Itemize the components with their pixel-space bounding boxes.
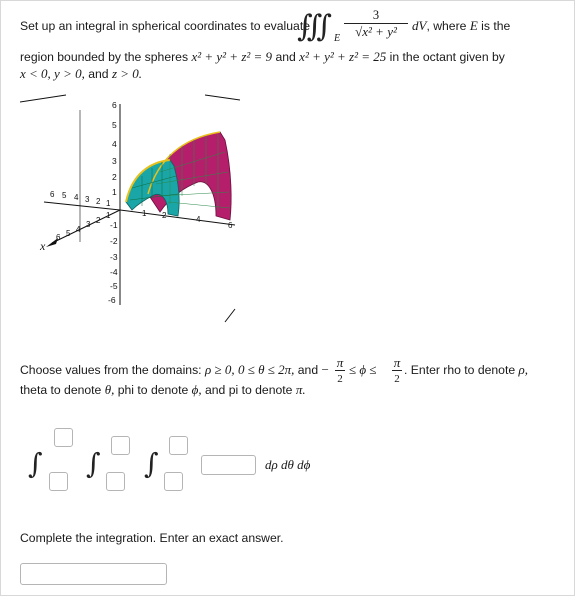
problem-line1-tail: dV, where E is the	[412, 18, 511, 33]
inner-upper-limit-input[interactable]	[169, 436, 188, 455]
outer-upper-limit-input[interactable]	[54, 428, 73, 447]
phi-lower-fraction: π 2	[336, 355, 344, 385]
x-tick-labels-back	[50, 190, 111, 208]
svg-text:6: 6	[56, 233, 61, 242]
x-axis-label: x	[40, 239, 46, 253]
svg-text:1: 1	[106, 199, 111, 208]
svg-text:3: 3	[112, 156, 117, 166]
integrand-input[interactable]	[201, 455, 256, 475]
svg-text:4: 4	[196, 215, 201, 224]
middle-lower-limit-input[interactable]	[106, 472, 125, 491]
integrand-numerator: 3	[372, 8, 380, 22]
middle-integral-sign: ∫	[86, 447, 101, 480]
svg-text:-5: -5	[110, 281, 118, 291]
svg-text:-1: -1	[110, 220, 118, 230]
domains-line2: theta to denote θ, phi to denote ϕ, and pi to denote π.	[20, 382, 306, 397]
svg-text:5: 5	[66, 229, 71, 238]
answer-prompt: Complete the integration. Enter an exact answer.	[20, 531, 284, 545]
svg-text:4: 4	[74, 193, 79, 202]
svg-text:2: 2	[96, 197, 101, 206]
svg-text:4: 4	[112, 139, 117, 149]
inner-integral-sign: ∫	[144, 447, 159, 480]
svg-text:5: 5	[62, 191, 67, 200]
svg-text:6: 6	[228, 221, 233, 230]
svg-text:1: 1	[112, 187, 117, 197]
svg-text:1: 1	[142, 209, 147, 218]
svg-text:6: 6	[112, 100, 117, 110]
svg-text:2: 2	[112, 172, 117, 182]
svg-text:2: 2	[162, 211, 167, 220]
svg-text:-4: -4	[110, 267, 118, 277]
svg-text:-3: -3	[110, 252, 118, 262]
integrand-fraction	[344, 9, 408, 39]
problem-intro: Set up an integral in spherical coordinates to evaluate	[20, 19, 310, 33]
problem-line3: x < 0, y > 0, and z > 0.	[20, 66, 143, 81]
inner-lower-limit-input[interactable]	[164, 472, 183, 491]
domains-line1-a: Choose values from the domains: ρ ≥ 0, 0 ≤ θ ≤ 2π, and −	[20, 362, 329, 377]
phi-middle: ≤ ϕ ≤	[349, 362, 377, 377]
middle-upper-limit-input[interactable]	[111, 436, 130, 455]
region-graph	[20, 92, 245, 327]
region-subscript: E	[334, 33, 341, 44]
svg-text:4: 4	[76, 225, 81, 234]
svg-text:5: 5	[112, 120, 117, 130]
domains-line1-b: . Enter rho to denote ρ,	[404, 362, 529, 377]
answer-input[interactable]	[20, 563, 167, 585]
svg-text:2: 2	[96, 216, 101, 225]
svg-text:1: 1	[106, 211, 111, 220]
triple-integral-sign: ∫∫∫	[297, 9, 326, 44]
svg-text:6: 6	[50, 190, 55, 199]
outer-lower-limit-input[interactable]	[49, 472, 68, 491]
svg-text:-6: -6	[108, 295, 116, 305]
outer-integral-sign: ∫	[28, 447, 43, 480]
integrand-denominator: √x² + y²	[355, 24, 397, 39]
problem-line2: region bounded by the spheres x² + y² + z² = 9 and x² + y² + z² = 25 in the octant given by	[20, 49, 505, 64]
svg-text:-2: -2	[110, 236, 118, 246]
svg-text:3: 3	[86, 220, 91, 229]
phi-upper-fraction: π 2	[393, 355, 401, 385]
differentials: dρ dθ dϕ	[265, 457, 311, 472]
svg-text:3: 3	[85, 195, 90, 204]
